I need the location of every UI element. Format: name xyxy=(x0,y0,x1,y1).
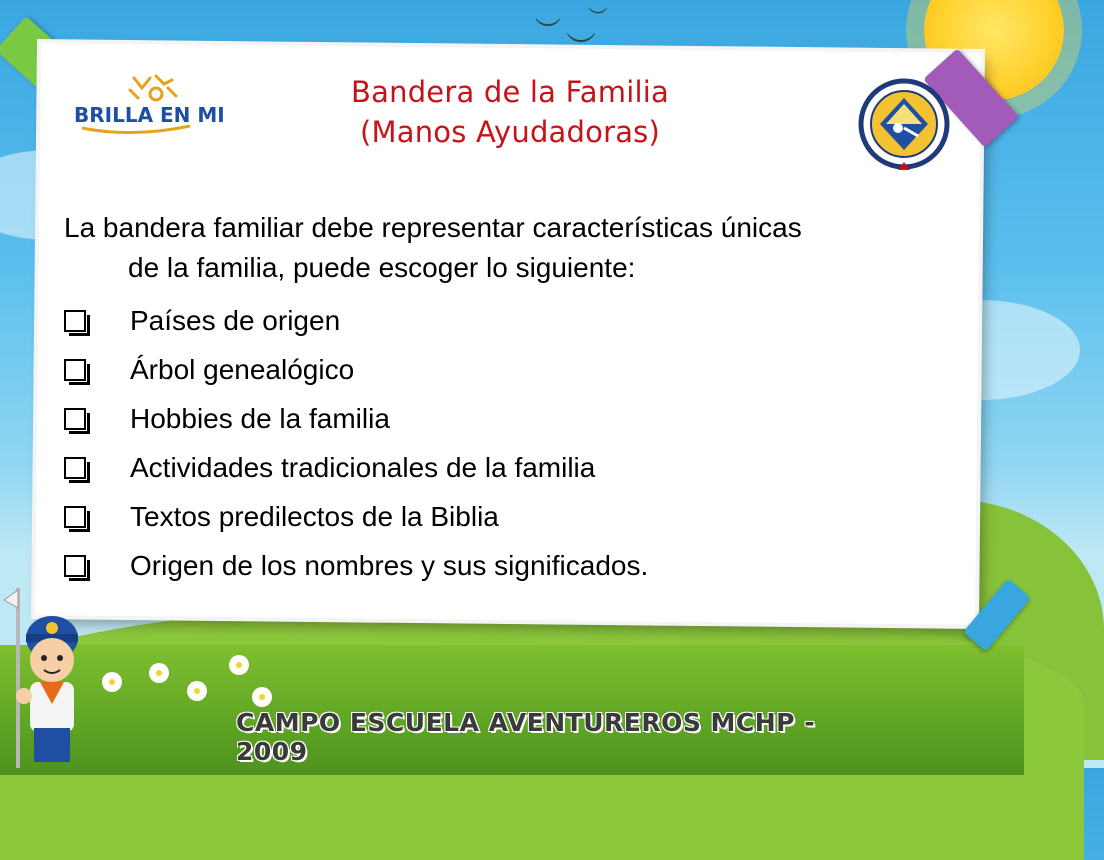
options-list xyxy=(64,296,648,590)
bird-icon: ︶ xyxy=(535,16,562,46)
adventurer-mascot-illustration xyxy=(0,578,120,768)
checkbox-bullet-icon xyxy=(64,357,90,383)
flower-decoration xyxy=(152,666,166,680)
checkbox-bullet-icon xyxy=(64,455,90,481)
list-item-label: Hobbies de la familia xyxy=(130,402,390,434)
intro-paragraph xyxy=(64,208,964,288)
svg-text:BRILLA EN MI: BRILLA EN MI xyxy=(74,103,225,127)
list-item-label: Árbol genealógico xyxy=(130,353,355,385)
title-line-2: (Manos Ayudadoras) xyxy=(359,115,660,149)
intro-line-2: de la familia, puede escoger lo siguiente: xyxy=(128,252,636,283)
slide-title xyxy=(250,72,770,152)
list-item xyxy=(64,443,648,492)
list-item-label: Actividades tradicionales de la familia xyxy=(130,451,596,483)
list-item-label: Países de origen xyxy=(130,304,341,336)
intro-line-1: La bandera familiar debe representar características únicas xyxy=(64,212,802,243)
flower-decoration xyxy=(232,658,246,672)
brilla-en-mi-logo xyxy=(72,72,225,142)
club-aventureros-badge xyxy=(858,78,950,170)
checkbox-bullet-icon xyxy=(64,406,90,432)
list-item xyxy=(64,492,648,541)
title-line-1: Bandera de la Familia xyxy=(351,75,669,109)
list-item xyxy=(64,345,648,394)
list-item-label: Origen de los nombres y sus significados. xyxy=(130,549,649,581)
list-item-label: Textos predilectos de la Biblia xyxy=(130,500,499,532)
checkbox-bullet-icon xyxy=(64,308,90,334)
list-item xyxy=(64,296,648,345)
list-item xyxy=(64,394,648,443)
footer-caption: CAMPO ESCUELA AVENTUREROS MCHP - 2009 xyxy=(236,708,816,766)
flower-decoration xyxy=(255,690,269,704)
checkbox-bullet-icon xyxy=(64,504,90,530)
checkbox-bullet-icon xyxy=(64,553,90,579)
bird-icon: ︶ xyxy=(588,7,608,29)
flower-decoration xyxy=(190,684,204,698)
list-item xyxy=(64,541,648,590)
